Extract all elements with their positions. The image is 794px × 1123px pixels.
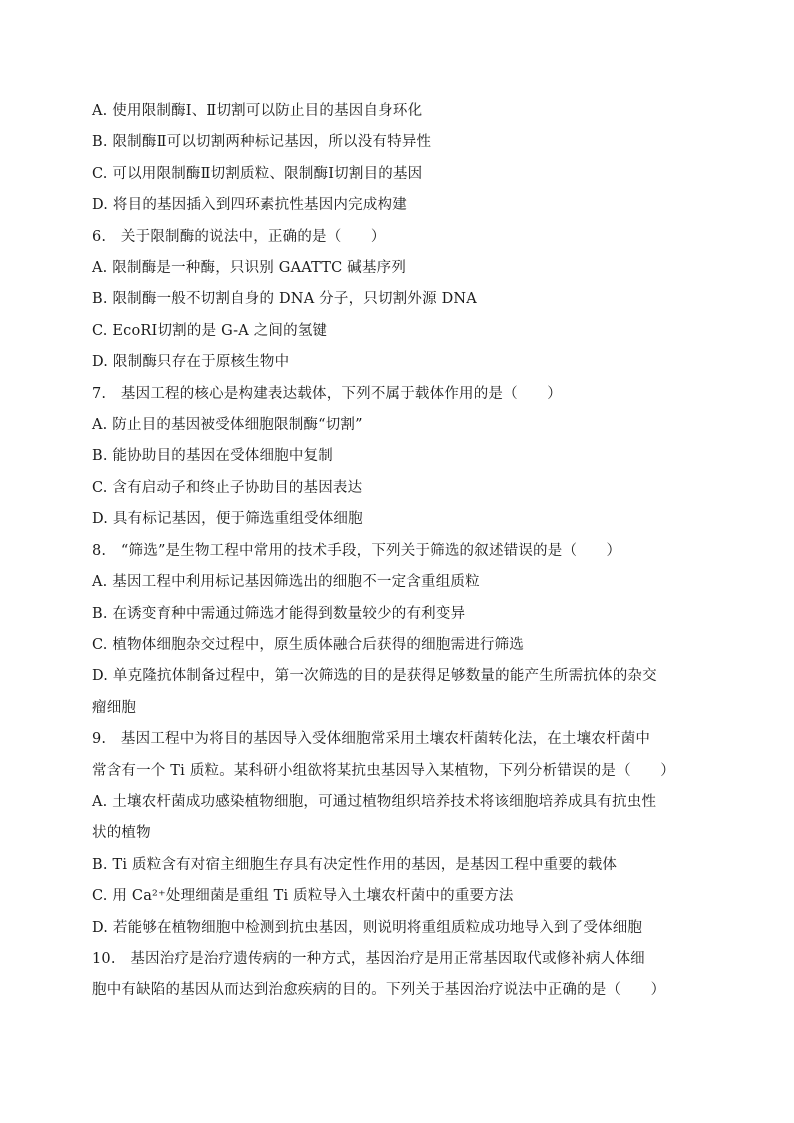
question-9-stem-line1: 9. 基因工程中为将目的基因导入受体细胞常采用土壤农杆菌转化法，在土壤农杆菌中 bbox=[92, 731, 651, 748]
option-d-q8-line2: 瘤细胞 bbox=[92, 699, 137, 716]
question-9-stem-line2: 常含有一个 Ti 质粒。某科研小组欲将某抗虫基因导入某植物，下列分析错误的是（ ） bbox=[92, 762, 675, 779]
option-b-q8: B. 在诱变育种中需通过筛选才能得到数量较少的有利变异 bbox=[92, 605, 466, 622]
option-a-q5: A. 使用限制酶Ⅰ、Ⅱ切割可以防止目的基因自身环化 bbox=[92, 103, 423, 119]
option-b-q5: B. 限制酶Ⅱ可以切割两种标记基因，所以没有特异性 bbox=[92, 134, 432, 151]
option-d-q6: D. 限制酶只存在于原核生物中 bbox=[92, 354, 290, 371]
option-a-q9-line2: 状的植物 bbox=[92, 825, 151, 842]
option-a-q8: A. 基因工程中利用标记基因筛选出的细胞不一定含重组质粒 bbox=[92, 574, 480, 591]
option-a-q7: A. 防止目的基因被受体细胞限制酶“切割” bbox=[92, 417, 363, 434]
option-a-q9-line1: A. 土壤农杆菌成功感染植物细胞，可通过植物组织培养技术将该细胞培养成具有抗虫性 bbox=[92, 793, 657, 810]
option-b-q9: B. Ti 质粒含有对宿主细胞生存具有决定性作用的基因，是基因工程中重要的载体 bbox=[92, 856, 618, 873]
option-c-q9: C. 用 Ca²⁺处理细菌是重组 Ti 质粒导入土壤农杆菌中的重要方法 bbox=[92, 888, 514, 905]
option-d-q9: D. 若能够在植物细胞中检测到抗虫基因，则说明将重组质粒成功地导入到了受体细胞 bbox=[92, 919, 643, 936]
option-c-q5: C. 可以用限制酶Ⅱ切割质粒、限制酶Ⅰ切割目的基因 bbox=[92, 165, 423, 182]
option-d-q7: D. 具有标记基因，便于筛选重组受体细胞 bbox=[92, 511, 363, 528]
option-d-q8-line1: D. 单克隆抗体制备过程中，第一次筛选的目的是获得足够数量的能产生所需抗体的杂交 bbox=[92, 668, 657, 685]
option-a-q6: A. 限制酶是一种酶，只识别 GAATTC 碱基序列 bbox=[92, 260, 407, 277]
question-10-stem-line1: 10. 基因治疗是治疗遗传病的一种方式，基因治疗是用正常基因取代或修补病人体细 bbox=[92, 950, 645, 967]
option-b-q7: B. 能协助目的基因在受体细胞中复制 bbox=[92, 448, 333, 465]
option-c-q6: C. EcoRⅠ切割的是 G-A 之间的氢键 bbox=[92, 322, 328, 339]
option-d-q5: D. 将目的基因插入到四环素抗性基因内完成构建 bbox=[92, 197, 407, 214]
question-7-stem: 7. 基因工程的核心是构建表达载体，下列不属于载体作用的是（ ） bbox=[92, 385, 562, 402]
option-c-q7: C. 含有启动子和终止子协助目的基因表达 bbox=[92, 479, 363, 496]
question-10-stem-line2: 胞中有缺陷的基因从而达到治愈疾病的目的。下列关于基因治疗说法中正确的是（ ） bbox=[92, 982, 666, 999]
option-b-q6: B. 限制酶一般不切割自身的 DNA 分子，只切割外源 DNA bbox=[92, 291, 477, 308]
question-6-stem: 6. 关于限制酶的说法中，正确的是（ ） bbox=[92, 228, 386, 245]
document-page bbox=[92, 96, 704, 1007]
question-8-stem: 8. “筛选”是生物工程中常用的技术手段，下列关于筛选的叙述错误的是（ ） bbox=[92, 542, 622, 559]
option-c-q8: C. 植物体细胞杂交过程中，原生质体融合后获得的细胞需进行筛选 bbox=[92, 636, 524, 653]
